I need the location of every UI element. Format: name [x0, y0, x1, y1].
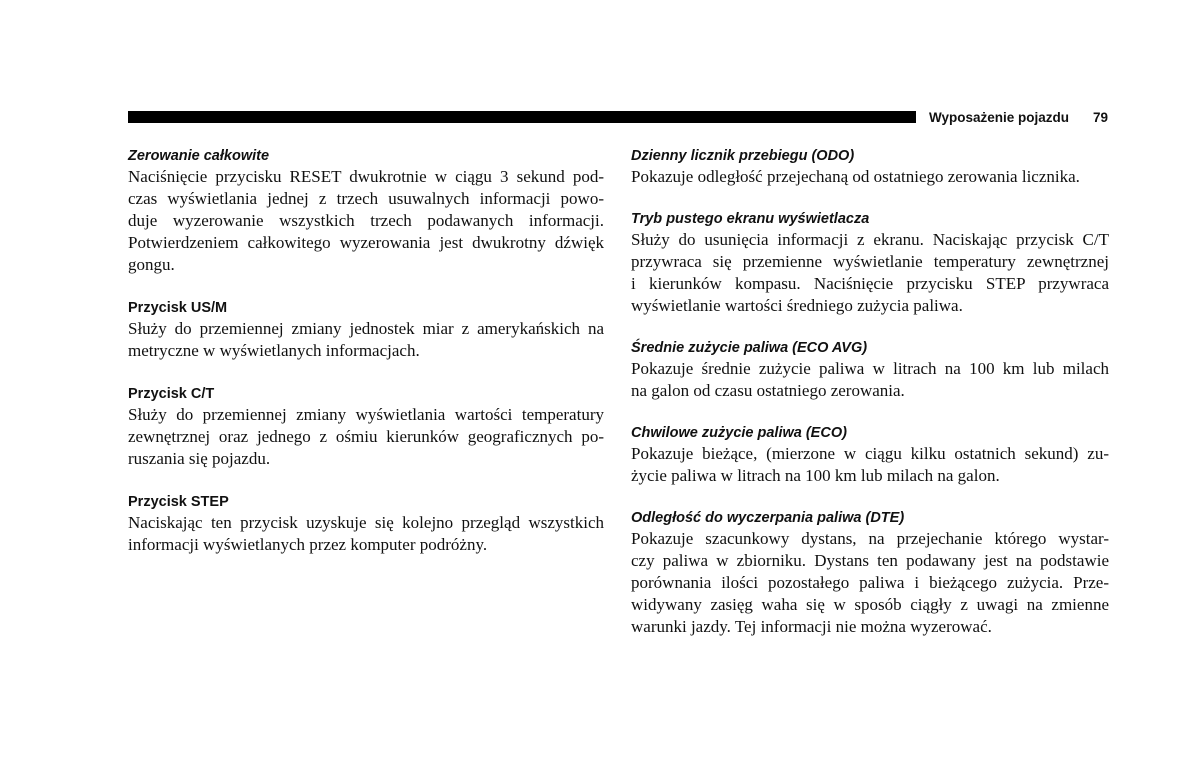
section-heading: Tryb pustego ekranu wyświetlacza — [631, 211, 870, 227]
section-body — [631, 443, 1109, 487]
section — [128, 145, 604, 276]
body-line: Służy do przemiennej zmiany jednostek miar z amerykańskich na — [128, 319, 604, 338]
body-line: metryczne w wyświetlanych informacjach. — [128, 341, 420, 360]
body-line: wyświetlanie wartości średniego zużycia paliwa. — [631, 296, 963, 315]
body-line: Pokazuje średnie zużycie paliwa w litrach na 100 km lub milach — [631, 359, 1109, 378]
body-line: i kierunków kompasu. Naciśnięcie przycisku STEP przywraca — [631, 274, 1109, 293]
section-body — [128, 166, 604, 276]
section-heading: Zerowanie całkowite — [128, 148, 270, 164]
section — [631, 422, 1109, 487]
section — [631, 337, 1109, 402]
section-spacer — [128, 362, 604, 383]
section — [631, 507, 1109, 638]
body-line: życie paliwa w litrach na 100 km lub milach na galon. — [631, 466, 1000, 485]
section-body — [631, 166, 1109, 188]
section-heading: Przycisk US/M — [128, 300, 228, 316]
section-heading: Przycisk C/T — [128, 386, 215, 402]
section — [631, 145, 1109, 188]
body-line: Pokazuje szacunkowy dystans, na przejechanie którego wystar- — [631, 529, 1109, 548]
body-line: informacji wyświetlanych przez komputer podróżny. — [128, 535, 488, 554]
section-body — [128, 512, 604, 556]
body-line: warunki jazdy. Tej informacji nie można wyzerować. — [631, 617, 992, 636]
section-spacer — [631, 188, 1109, 208]
body-line: Pokazuje bieżące, (mierzone w ciągu kilku ostatnich sekund) zu- — [631, 444, 1109, 463]
body-line: ruszania się pojazdu. — [128, 449, 271, 468]
section-heading: Przycisk STEP — [128, 494, 229, 510]
body-line: przywraca się przemienne wyświetlanie temperatury zewnętrznej — [631, 252, 1109, 271]
page-number: 79 — [1093, 110, 1109, 125]
body-line: Naciśnięcie przycisku RESET dwukrotnie w ciągu 3 sekund pod- — [128, 167, 604, 186]
body-line: Potwierdzeniem całkowitego wyzerowania jest dwukrotny dźwięk — [128, 233, 604, 252]
section-heading: Dzienny licznik przebiegu (ODO) — [631, 148, 855, 164]
section-body — [128, 318, 604, 362]
section-spacer — [631, 487, 1109, 507]
section-spacer — [128, 470, 604, 491]
header-rule — [128, 111, 916, 123]
section — [631, 208, 1109, 317]
right-column — [631, 145, 1109, 638]
body-line: gongu. — [128, 255, 175, 274]
section — [128, 491, 604, 556]
body-line: porównania ilości pozostałego paliwa i bieżącego zużycia. Prze- — [631, 573, 1109, 592]
section-heading: Odległość do wyczerpania paliwa (DTE) — [631, 510, 905, 526]
body-line: Służy do usunięcia informacji z ekranu. Naciskając przycisk C/T — [631, 230, 1109, 249]
body-line: czas wyświetlania jednej z trzech usuwalnych informacji powo- — [128, 189, 604, 208]
section-body — [631, 229, 1109, 317]
body-line: duje wyzerowanie wszystkich trzech podawanych informacji. — [128, 211, 604, 230]
body-line: Pokazuje odległość przejechaną od ostatniego zerowania licznika. — [631, 167, 1080, 186]
section — [128, 383, 604, 470]
section-spacer — [631, 317, 1109, 337]
section-spacer — [631, 402, 1109, 422]
section-body — [631, 358, 1109, 402]
body-line: czy paliwa w zbiorniku. Dystans ten podawany jest na podstawie — [631, 551, 1109, 570]
section-heading: Chwilowe zużycie paliwa (ECO) — [631, 425, 847, 441]
section-body — [631, 528, 1109, 638]
section-body — [128, 404, 604, 470]
body-line: widywany zasięg waha się w sposób ciągły z uwagi na zmienne — [631, 595, 1109, 614]
body-line: zewnętrznej oraz jednego z ośmiu kierunków geograficznych po- — [128, 427, 604, 446]
body-line: Służy do przemiennej zmiany wyświetlania wartości temperatury — [128, 405, 604, 424]
section-title: Wyposażenie pojazdu — [929, 110, 1070, 125]
section-heading: Średnie zużycie paliwa (ECO AVG) — [631, 340, 868, 356]
left-column — [128, 145, 604, 556]
section-spacer — [128, 276, 604, 297]
body-line: na galon od czasu ostatniego zerowania. — [631, 381, 905, 400]
body-line: Naciskając ten przycisk uzyskuje się kolejno przegląd wszystkich — [128, 513, 604, 532]
section — [128, 297, 604, 362]
